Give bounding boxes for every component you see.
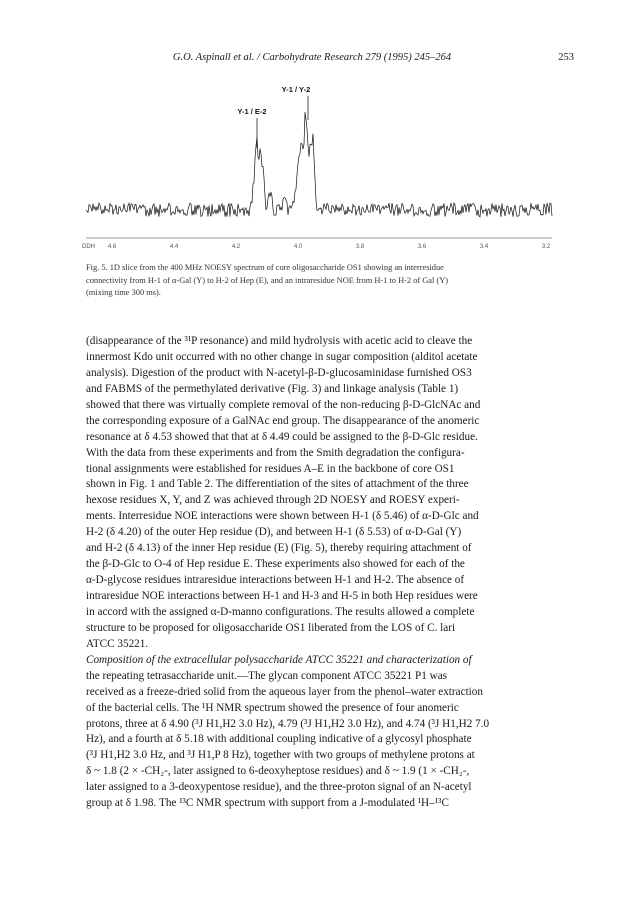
tick-label: 3.8 xyxy=(355,244,365,250)
tick-label: 4.6 xyxy=(107,244,117,250)
axis-prefix: DDH xyxy=(82,244,95,250)
body-line: δ ~ 1.8 (2 × -CH₂-, later assigned to 6-deoxyheptose residues) and δ ~ 1.9 (1 × -CH₂-, xyxy=(86,765,470,778)
tick-label: 3.6 xyxy=(417,244,427,250)
body-line: received as a freeze-dried solid from the aqueous layer from the phenol–water extraction xyxy=(86,685,483,698)
body-line: (³J H1,H2 3.0 Hz, and ³J H1,P 8 Hz), together with two groups of methylene protons at xyxy=(86,749,475,762)
body-line: Hz), and a fourth at δ 5.18 with additional coupling indicative of a glycosyl phosphate xyxy=(86,733,472,746)
body-line: α-D-glycose residues intraresidue interactions between H-1 and H-2. The absence of xyxy=(86,574,465,587)
caption-line: (mixing time 300 ms). xyxy=(86,288,161,298)
body-line: Composition of the extracellular polysaccharide ATCC 35221 and characterization of xyxy=(86,653,472,666)
body-line: tional assignments were established for residues A–E in the backbone of core OS1 xyxy=(86,462,455,475)
body-line: analysis). Digestion of the product with N-acetyl-β-D-glucosaminidase furnished OS3 xyxy=(86,366,472,379)
tick-label: 4.4 xyxy=(169,244,179,250)
nmr-spectrum-figure xyxy=(0,78,624,258)
body-line: of the bacterial cells. The ¹H NMR spectrum showed the presence of four anomeric xyxy=(86,701,459,714)
body-line: the repeating tetrasaccharide unit.—The glycan component ATCC 35221 P1 was xyxy=(86,669,448,682)
body-text xyxy=(86,334,552,812)
peak-label-y1-y2: Y-1 / Y-2 xyxy=(281,85,311,94)
body-line: ATCC 35221. xyxy=(86,637,149,650)
body-line: the corresponding exposure of a GalNAc end group. The disappearance of the anomeric xyxy=(86,414,480,427)
body-line: group at δ 1.98. The ¹³C NMR spectrum with support from a J-modulated ¹H–¹³C xyxy=(86,797,449,810)
spectrum-trace xyxy=(86,112,552,217)
body-line: ments. Interresidue NOE interactions were shown between H-1 (δ 5.46) of α-D-Glc and xyxy=(86,510,479,523)
spectrum-plot xyxy=(0,78,624,258)
body-line: hexose residues X, Y, and Z was achieved through 2D NOESY and ROESY experi- xyxy=(86,494,460,507)
tick-label: 4.2 xyxy=(231,244,241,250)
body-line: in accord with the assigned α-D-manno configurations. The results allowed a complete xyxy=(86,605,475,618)
body-line: With the data from these experiments and from the Smith degradation the configura- xyxy=(86,446,465,459)
body-line: structure to be proposed for oligosaccharide OS1 liberated from the LOS of C. lari xyxy=(86,621,456,634)
body-line: the β-D-Glc to O-4 of Hep residue E. These experiments also showed for each of the xyxy=(86,558,465,571)
tick-label: 3.4 xyxy=(479,244,489,250)
running-title: G.O. Aspinall et al. / Carbohydrate Research 279 (1995) 245–264 xyxy=(172,52,452,63)
body-line: and FABMS of the permethylated derivative (Fig. 3) and linkage analysis (Table 1) xyxy=(86,382,459,395)
tick-label: 4.0 xyxy=(293,244,303,250)
body-line: shown in Fig. 1 and Table 2. The differentiation of the sites of attachment of the three xyxy=(86,478,469,491)
tick-label: 3.2 xyxy=(541,244,551,250)
body-line: later assigned to a 3-deoxypentose residue), and the three-proton signal of an N-acetyl xyxy=(86,781,472,794)
body-line: (disappearance of the ³¹P resonance) and mild hydrolysis with acetic acid to cleave the xyxy=(86,335,473,347)
caption-line: connectivity from H-1 of α-Gal (Y) to H-2 of Hep (E), and an intraresidue NOE from H-1 to H-2 of Gal (Y) xyxy=(86,275,449,285)
body-line: showed that there was virtually complete removal of the non-reducing β-D-GlcNAc and xyxy=(86,398,481,411)
body-line: protons, three at δ 4.90 (³J H1,H2 3.0 Hz), 4.79 (³J H1,H2 3.0 Hz), and 4.74 (³J H1,H2 7.0 xyxy=(86,717,490,730)
page-number: 253 xyxy=(558,52,574,63)
body-line: intraresidue NOE interactions between H-1 and H-3 and H-5 in both Hep residues were xyxy=(86,590,478,602)
body-line: H-2 (δ 4.20) of the outer Hep residue (D), and between H-1 (δ 5.53) of α-D-Gal (Y) xyxy=(86,526,462,539)
body-line: innermost Kdo unit occurred with no other change in sugar composition (alditol acetate xyxy=(86,350,478,363)
caption-line: Fig. 5. 1D slice from the 400 MHz NOESY spectrum of core oligosaccharide OS1 showing an interresidue xyxy=(86,263,444,272)
body-line: resonance at δ 4.53 showed that that at δ 4.49 could be assigned to the β-D-Glc residue. xyxy=(86,430,478,443)
peak-label-y1-e2: Y-1 / E-2 xyxy=(237,107,267,116)
body-line: and H-2 (δ 4.13) of the inner Hep residue (E) (Fig. 5), thereby requiring attachment of xyxy=(86,542,472,555)
ppm-axis-labels xyxy=(82,244,551,250)
figure-caption xyxy=(86,262,552,300)
